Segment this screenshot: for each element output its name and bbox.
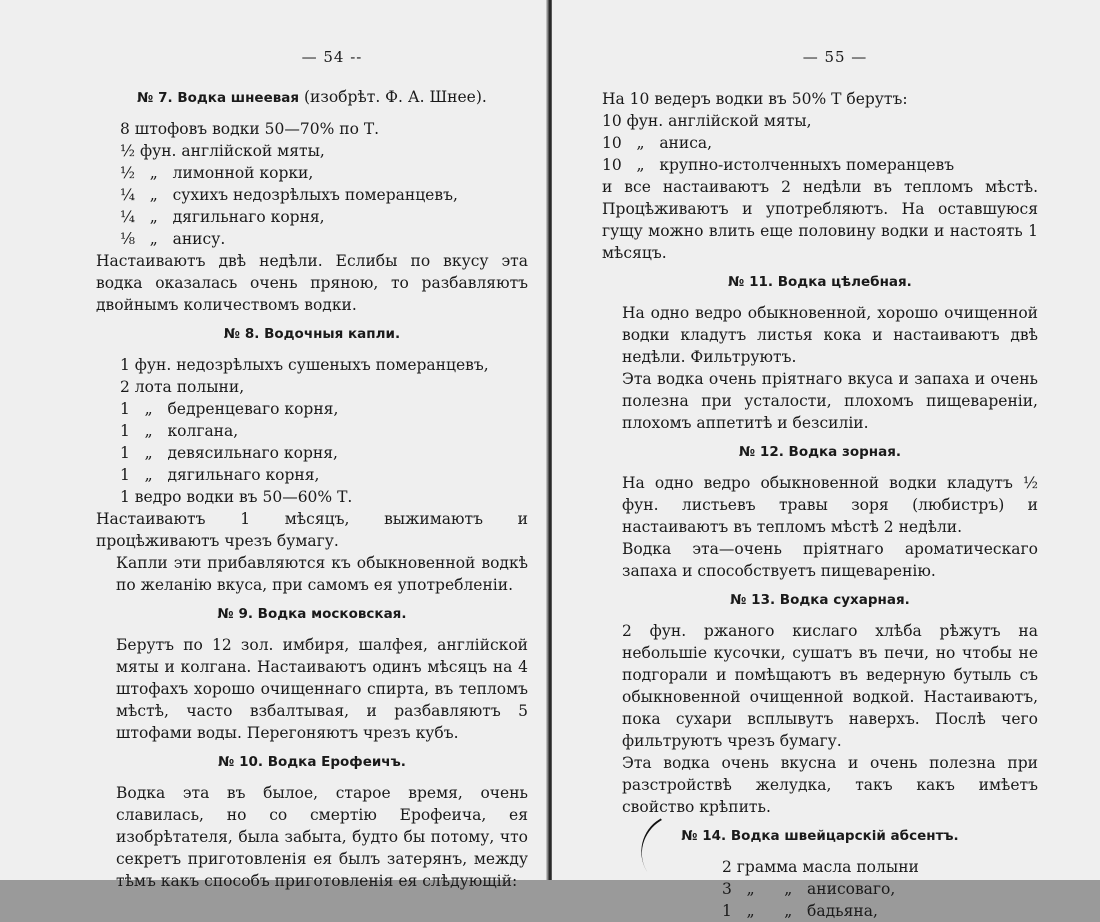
recipe-heading: № 14. Водка швейцарскій абсентъ.: [681, 828, 959, 844]
recipe-text: Берутъ по 12 зол. имбиря, шалфея, англійской мяты и колгана. Настаиваютъ одинъ мѣсяцъ на 4 штофахъ хорошо очищеннаго спирта, въ тепломъ мѣстѣ, часто взбалтывая, и разбавляютъ 5 штофами воды. Перегоняютъ чрезъ кубъ.: [116, 636, 528, 742]
ingredient-line: 10 „ крупно-истолченныхъ померанцевъ: [602, 156, 955, 174]
recipe-text: Настаиваютъ двѣ недѣли. Еслибы по вкусу эта водка оказалась очень пряною, то разбавляютъ двойнымъ количествомъ водки.: [96, 252, 528, 314]
recipe-text: На одно ведро обыкновенной водки кладутъ ½ фун. листьевъ травы зоря (любистръ) и настаиваютъ въ тепломъ мѣстѣ 2 недѣли.: [622, 474, 1038, 536]
recipe-text: Эта водка очень пріятнаго вкуса и запаха и очень полезна при усталости, плохомъ пищевареніи, плохомъ аппетитѣ и безсиліи.: [622, 370, 1038, 432]
ingredient-line: 2 грамма масла полыни: [722, 858, 919, 876]
ingredient-line: 1 „ девясильнаго корня,: [120, 444, 338, 462]
ingredient-line: На 10 ведеръ водки въ 50% Т берутъ:: [602, 90, 908, 108]
recipe-subtitle: (изобрѣт. Ф. А. Шнее).: [299, 88, 487, 106]
recipe-text: Эта водка очень вкусна и очень полезна при разстройствѣ желудка, такъ какъ имѣетъ свойство крѣпить.: [622, 754, 1038, 816]
ingredient-line: ¼ „ сухихъ недозрѣлыхъ померанцевъ,: [120, 186, 458, 204]
recipe-heading: № 13. Водка сухарная.: [730, 592, 910, 608]
recipe-heading: № 12. Водка зорная.: [738, 444, 901, 460]
ingredient-list: [602, 88, 1038, 176]
page-number: — 54 --: [301, 48, 363, 66]
ingredient-list: [96, 118, 528, 250]
ingredient-line: 10 фун. англійской мяты,: [602, 112, 812, 130]
right-page: [552, 0, 1100, 920]
recipe-heading: № 8. Водочныя капли.: [223, 326, 401, 342]
ingredient-line: ½ фун. англійской мяты,: [120, 142, 325, 160]
recipe-text: На одно ведро обыкновенной, хорошо очищенной водки кладутъ листья кока и настаиваютъ двѣ недѣли. Фильтруютъ.: [622, 304, 1038, 366]
ingredient-list: [602, 856, 1038, 922]
ingredient-list: [96, 354, 528, 508]
ingredient-line: 1 „ дягильнаго корня,: [120, 466, 320, 484]
recipe-heading: № 9. Водка московская.: [217, 606, 407, 622]
ingredient-line: ¼ „ дягильнаго корня,: [120, 208, 325, 226]
ingredient-line: 1 фун. недозрѣлыхъ сушеныхъ померанцевъ,: [120, 356, 489, 374]
ingredient-line: 1 „ бедренцеваго корня,: [120, 400, 339, 418]
ingredient-line: 3 „ „ анисоваго,: [722, 880, 896, 898]
ingredient-line: ⅛ „ анису.: [120, 230, 226, 248]
recipe-text: и все настаиваютъ 2 недѣли въ тепломъ мѣстѣ. Процѣживаютъ и употребляютъ. На оставшуюся гущу можно влить еще половину водки и настоять 1 мѣсяцъ.: [602, 178, 1038, 262]
left-page: [0, 0, 548, 890]
recipe-heading: № 11. Водка цѣлебная.: [728, 274, 912, 290]
ingredient-line: ½ „ лимонной корки,: [120, 164, 314, 182]
recipe-text: Настаиваютъ 1 мѣсяцъ, выжимаютъ и процѣживаютъ чрезъ бумагу.: [96, 510, 528, 550]
recipe-text: Водка эта въ былое, старое время, очень славилась, но со смертію Ерофеича, ея изобрѣтателя, была забыта, будто бы потому, что секретъ приготовленія ея былъ затерянъ, между тѣмъ какъ способъ приготовленія ея слѣдующій:: [116, 784, 528, 890]
recipe-heading: № 10. Водка Ерофеичъ.: [218, 754, 406, 770]
ingredient-line: 10 „ аниса,: [602, 134, 713, 152]
recipe-text: Водка эта—очень пріятнаго ароматическаго запаха и способствуетъ пищеваренію.: [622, 540, 1038, 580]
ingredient-line: 1 ведро водки въ 50—60% Т.: [120, 488, 353, 506]
recipe-heading: [96, 88, 528, 106]
ingredient-line: 1 „ „ бадьяна,: [722, 902, 878, 920]
ingredient-line: 2 лота полыни,: [120, 378, 245, 396]
ingredient-line: 8 штофовъ водки 50—70% по Т.: [120, 120, 380, 138]
ingredient-line: 1 „ колгана,: [120, 422, 239, 440]
recipe-text: Капли эти прибавляются къ обыкновенной водкѣ по желанію вкуса, при самомъ ея употребленіи.: [116, 554, 528, 594]
recipe-text: 2 фун. ржаного кислаго хлѣба рѣжутъ на небольшіе кусочки, сушатъ въ печи, но чтобы не подгорали и помѣщаютъ въ ведерную бутыль съ обыкновенной очищенной водкой. Настаиваютъ, пока сухари всплывутъ наверхъ. Послѣ чего фильтруютъ чрезъ бумагу.: [622, 622, 1038, 750]
recipe-title: № 7. Водка шнеевая: [137, 90, 300, 106]
page-number: — 55 —: [802, 48, 868, 66]
